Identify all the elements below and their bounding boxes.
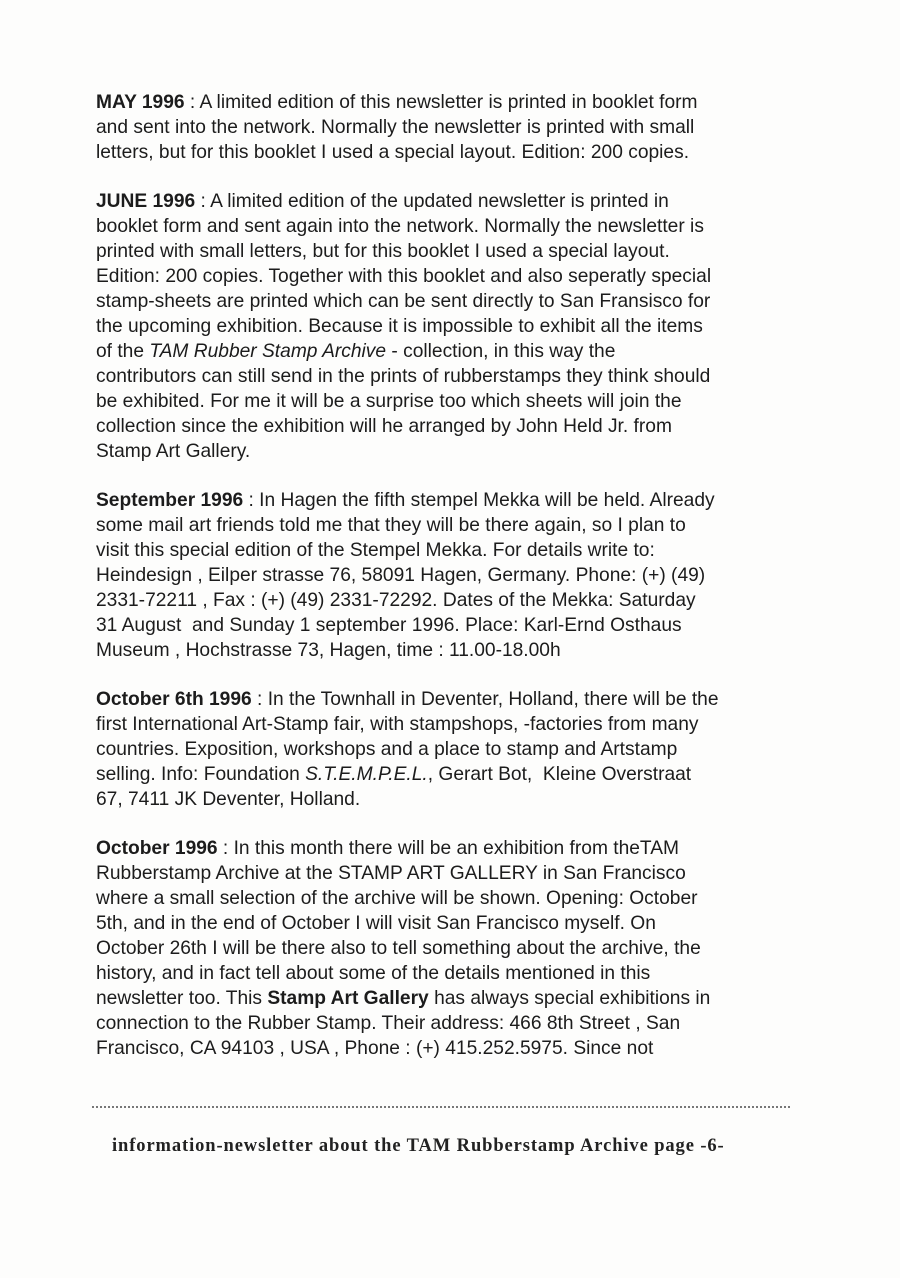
entry-line: October 6th 1996 : In the Townhall in Deventer, Holland, there will be the	[96, 689, 719, 710]
entry-line: MAY 1996 : A limited edition of this newsletter is printed in booklet form	[96, 92, 698, 113]
entry-line: October 26th I will be there also to tell something about the archive, the	[96, 938, 701, 959]
entry-line: collection since the exhibition will he arranged by John Held Jr. from	[96, 416, 672, 437]
entry-line: 67, 7411 JK Deventer, Holland.	[96, 789, 361, 810]
entry-date: JUNE 1996	[96, 191, 196, 212]
page-footer: information-newsletter about the TAM Rubberstamp Archive page -6-	[112, 1136, 725, 1156]
entry-line: and sent into the network. Normally the newsletter is printed with small	[96, 117, 695, 138]
entry-line: Rubberstamp Archive at the STAMP ART GALLERY in San Francisco	[96, 863, 686, 884]
entry-line: September 1996 : In Hagen the fifth stempel Mekka will be held. Already	[96, 490, 715, 511]
entry-date: MAY 1996	[96, 92, 185, 113]
entry-date: September 1996	[96, 490, 244, 511]
archive-name: TAM Rubber Stamp Archive	[149, 341, 387, 362]
entry-line: history, and in fact tell about some of the details mentioned in this	[96, 963, 651, 984]
entry-line: printed with small letters, but for this booklet I used a special layout.	[96, 241, 670, 262]
foundation-name: S.T.E.M.P.E.L.	[305, 764, 428, 785]
page-body	[96, 90, 806, 1085]
entry-line: contributors can still send in the prints of rubberstamps they think should	[96, 366, 711, 387]
entry-date: October 6th 1996	[96, 689, 252, 710]
entry-line: first International Art-Stamp fair, with stampshops, -factories from many	[96, 714, 699, 735]
entry-line: countries. Exposition, workshops and a place to stamp and Artstamp	[96, 739, 678, 760]
entry-line: selling. Info: Foundation S.T.E.M.P.E.L., Gerart Bot, Kleine Overstraat	[96, 764, 692, 785]
gallery-name: Stamp Art Gallery	[267, 988, 429, 1009]
entry-may-1996	[96, 90, 806, 165]
entry-line: Francisco, CA 94103 , USA , Phone : (+) 415.252.5975. Since not	[96, 1038, 654, 1059]
entry-line: Stamp Art Gallery.	[96, 441, 251, 462]
entry-line: of the TAM Rubber Stamp Archive - collection, in this way the	[96, 341, 616, 362]
entry-line: stamp-sheets are printed which can be sent directly to San Fransisco for	[96, 291, 711, 312]
entry-line: Heindesign , Eilper strasse 76, 58091 Hagen, Germany. Phone: (+) (49)	[96, 565, 706, 586]
entry-september-1996	[96, 488, 806, 663]
entry-line: 2331-72211 , Fax : (+) (49) 2331-72292. Dates of the Mekka: Saturday	[96, 590, 696, 611]
entry-line: letters, but for this booklet I used a special layout. Edition: 200 copies.	[96, 142, 690, 163]
entry-date: October 1996	[96, 838, 218, 859]
entry-line: Edition: 200 copies. Together with this booklet and also seperatly special	[96, 266, 712, 287]
entry-line: be exhibited. For me it will be a surprise too which sheets will join the	[96, 391, 682, 412]
entry-line: Museum , Hochstrasse 73, Hagen, time : 11.00-18.00h	[96, 640, 561, 661]
entry-line: connection to the Rubber Stamp. Their address: 466 8th Street , San	[96, 1013, 681, 1034]
entry-line: some mail art friends told me that they will be there again, so I plan to	[96, 515, 686, 536]
entry-line: where a small selection of the archive will be shown. Opening: October	[96, 888, 698, 909]
entry-june-1996	[96, 189, 806, 464]
entry-october-6th-1996	[96, 687, 806, 812]
entry-line: newsletter too. This Stamp Art Gallery has always special exhibitions in	[96, 988, 711, 1009]
entry-line: October 1996 : In this month there will be an exhibition from theTAM	[96, 838, 680, 859]
entry-line: 31 August and Sunday 1 september 1996. Place: Karl-Ernd Osthaus	[96, 615, 682, 636]
entry-october-1996	[96, 836, 806, 1061]
entry-line: 5th, and in the end of October I will visit San Francisco myself. On	[96, 913, 656, 934]
entry-line: booklet form and sent again into the network. Normally the newsletter is	[96, 216, 704, 237]
entry-line: the upcoming exhibition. Because it is impossible to exhibit all the items	[96, 316, 703, 337]
footer-divider	[92, 1106, 790, 1108]
entry-line: visit this special edition of the Stempel Mekka. For details write to:	[96, 540, 655, 561]
entry-line: JUNE 1996 : A limited edition of the updated newsletter is printed in	[96, 191, 669, 212]
